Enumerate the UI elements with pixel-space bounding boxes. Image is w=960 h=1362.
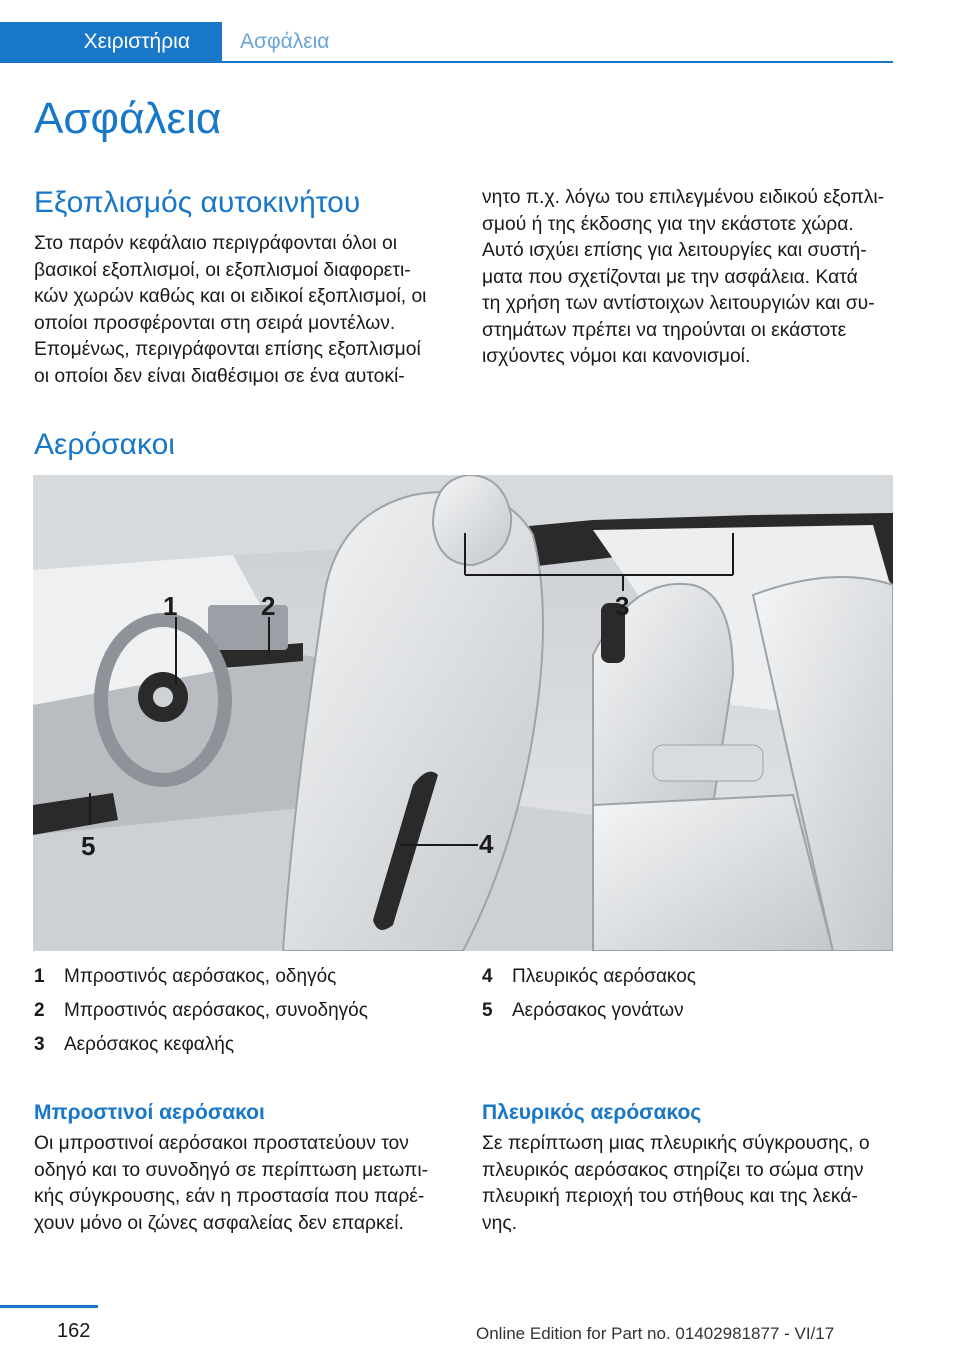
front-airbags-text: Οι μπροστινοί αερόσακοι προστατεύουν τον οδηγό και το συνοδηγό σε περίπτωση μετωπι- κής σύγκρουσης, εάν η προστασία που παρέ- χουν μόνο οι ζώνες ασφαλείας δεν επαρκεί.: [34, 1133, 429, 1234]
callout-4: 4: [479, 829, 494, 859]
legend-item: 3 Αερόσακος κεφαλής: [34, 1034, 234, 1055]
chapter-tabs: [0, 22, 893, 62]
section-heading-airbags: Αερόσακοι: [34, 428, 175, 461]
section-heading-equipment: Εξοπλισμός αυτοκινήτου: [34, 186, 361, 219]
airbag-illustration: [33, 475, 893, 951]
tab-safety[interactable]: Ασφάλεια: [240, 30, 330, 53]
callout-1: 1: [163, 591, 178, 621]
heading-side-airbag: Πλευρικός αερόσακος: [482, 1101, 702, 1124]
legend-item: 5 Αερόσακος γονάτων: [482, 1000, 684, 1021]
legend-right: [482, 960, 696, 1028]
legend-item: 2 Μπροστινός αερόσακος, συνοδηγός: [34, 1000, 368, 1021]
edition-note: Online Edition for Part no. 01402981877 - VI/17: [476, 1324, 835, 1343]
callout-3: 3: [615, 591, 630, 621]
equipment-text-left: Στο παρόν κεφάλαιο περιγράφονται όλοι οι βασικοί εξοπλισμοί, οι εξοπλισμοί διαφορετι- κών χωρών καθώς και οι ειδικοί εξοπλισμοί, οι οποίοι προσφέρονται στη σειρά μοντέλων. Επομένως, περιγράφονται επίσης εξοπλισμοί οι οποίοι δεν είναι διαθέσιμοι σε ένα αυτοκί-: [34, 233, 427, 387]
callout-2: 2: [261, 591, 276, 621]
legend-left: [34, 960, 368, 1062]
side-airbag-text: Σε περίπτωση μιας πλευρικής σύγκρουσης, ο πλευρικός αερόσακος στηρίζει το σώμα στην πλευρική περιοχή του στήθους και της λεκά- νης.: [482, 1133, 870, 1234]
tab-underline: [0, 61, 893, 63]
callout-5: 5: [81, 831, 96, 861]
heading-front-airbags: Μπροστινοί αερόσακοι: [34, 1101, 265, 1124]
legend-item: 1 Μπροστινός αερόσακος, οδηγός: [34, 966, 337, 987]
footer-rule: [0, 1305, 98, 1308]
tab-controls[interactable]: Χειριστήρια: [0, 22, 222, 62]
page-number: 162: [57, 1320, 91, 1342]
equipment-text-right: νητο π.χ. λόγω του επιλεγμένου ειδικού εξοπλι- σμού ή της έκδοσης για την εκάστοτε χώρα. Αυτό ισχύει επίσης για λειτουργίες και συστή- ματα που σχετίζονται με την ασφάλεια. Κατά τη χρήση των αντίστοιχων λειτουργιών και συ- στημάτων πρέπει να τηρούνται οι εκάστοτε ισχύοντες νόμοι και κανονισμοί.: [482, 187, 885, 367]
page-title: Ασφάλεια: [34, 94, 222, 143]
legend-item: 4 Πλευρικός αερόσακος: [482, 966, 696, 987]
car-interior-drawing: [33, 475, 893, 951]
